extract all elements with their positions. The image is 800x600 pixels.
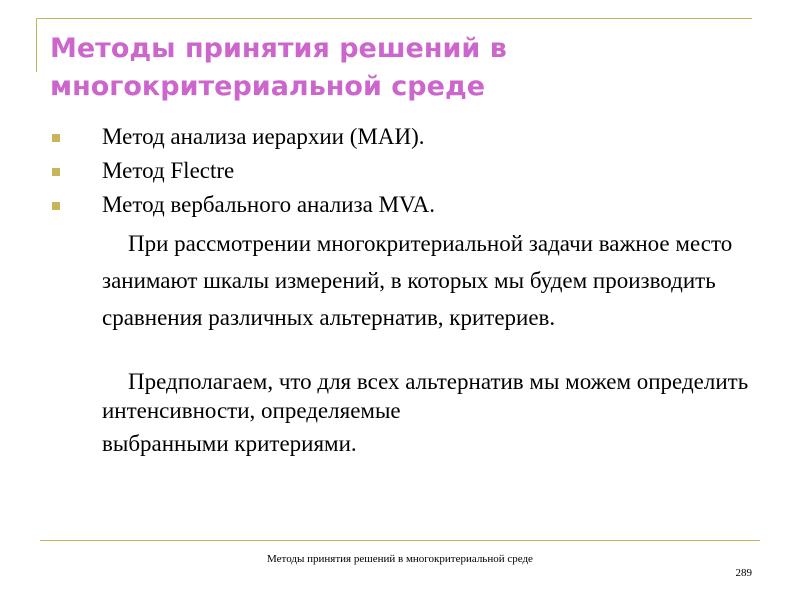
bullet-item	[48, 188, 768, 222]
paragraph-scales: При рассмотрении многокритериальной задачи важное место занимают шкалы измерений, в которых мы будем производить сравнения различных альтернатив, критериев.	[102, 231, 733, 330]
bullet-item	[48, 120, 768, 154]
bullet-item	[48, 154, 768, 188]
square-bullet-icon	[52, 168, 60, 176]
paragraph-intensities	[102, 367, 762, 463]
footer-title: Методы принятия решений в многокритериальной среде	[267, 553, 533, 565]
square-bullet-icon	[52, 134, 60, 142]
footer-rule	[40, 540, 760, 541]
bullet-text: Метод вербального анализа MVA.	[102, 192, 436, 217]
slide-title: Методы принятия решений в многокритериальной среде	[50, 33, 507, 102]
left-rule	[36, 18, 37, 72]
paragraph-line: выбранными критериями.	[102, 431, 357, 456]
square-bullet-icon	[52, 202, 60, 210]
bullet-list	[48, 120, 768, 222]
bullet-text: Метод анализа иерархии (МАИ).	[102, 124, 425, 149]
paragraph-line: Предполагаем, что для всех альтернатив мы можем определить интенсивности, определяемые	[102, 369, 749, 423]
page-number: 289	[735, 567, 752, 579]
bullet-text: Метод Flectre	[102, 158, 235, 183]
top-rule	[36, 18, 752, 19]
